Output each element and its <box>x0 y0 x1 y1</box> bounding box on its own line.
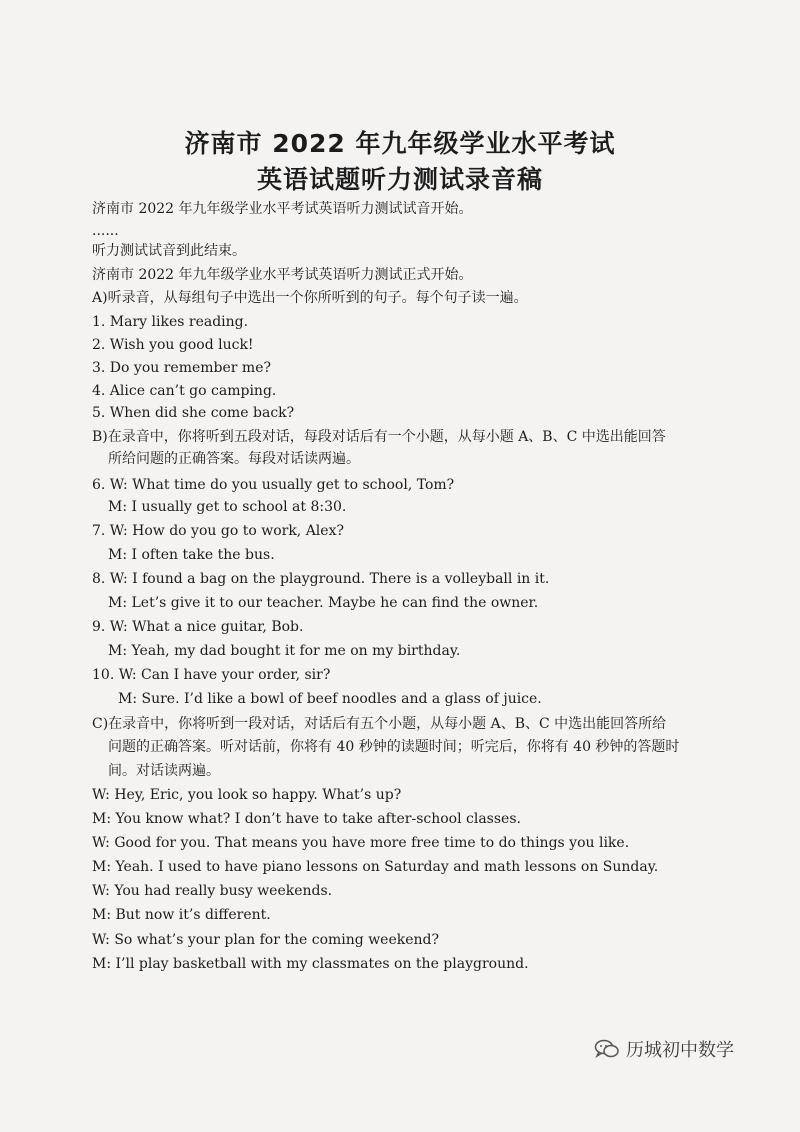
transcript-line: 4. Alice can’t go camping. <box>92 383 277 399</box>
section-c-heading-cont: 间。对话读两遍。 <box>108 763 220 779</box>
section-c-heading-cont: 问题的正确答案。听对话前，你将有 40 秒钟的读题时间；听完后，你将有 40 秒钟的答题时 <box>108 739 680 755</box>
transcript-line: 5. When did she come back? <box>92 405 295 421</box>
watermark-text: 历城初中数学 <box>626 1040 734 1061</box>
transcript-line: M: Yeah, my dad bought it for me on my birthday. <box>108 643 461 659</box>
transcript-line: 听力测试试音到此结束。 <box>92 243 246 259</box>
dialogue-line: M: Yeah. I used to have piano lessons on Saturday and math lessons on Sunday. <box>92 859 659 875</box>
section-a-heading: A)听录音，从每组句子中选出一个你所听到的句子。每个句子读一遍。 <box>92 290 528 306</box>
section-b-heading: B)在录音中，你将听到五段对话，每段对话后有一个小题，从每小题 A、B、C 中选出能回答 <box>92 429 666 445</box>
watermark <box>594 1036 734 1062</box>
transcript-line: 6. W: What time do you usually get to school, Tom? <box>92 477 455 493</box>
dialogue-line: M: I’ll play basketball with my classmates on the playground. <box>92 956 529 972</box>
transcript-line: 济南市 2022 年九年级学业水平考试英语听力测试试音开始。 <box>92 201 473 217</box>
transcript-line: 济南市 2022 年九年级学业水平考试英语听力测试正式开始。 <box>92 267 473 283</box>
dialogue-line: M: But now it’s different. <box>92 907 271 923</box>
page-subtitle: 英语试题听力测试录音稿 <box>256 165 543 194</box>
transcript-line: 2. Wish you good luck! <box>92 337 254 353</box>
transcript-line: M: Let’s give it to our teacher. Maybe he can find the owner. <box>108 595 539 611</box>
transcript-line: 7. W: How do you go to work, Alex? <box>92 523 344 539</box>
dialogue-line: W: You had really busy weekends. <box>92 883 333 899</box>
transcript-line: 1. Mary likes reading. <box>92 314 249 330</box>
wechat-icon <box>594 1039 620 1059</box>
section-b-heading-cont: 所给问题的正确答案。每段对话读两遍。 <box>108 451 360 467</box>
dialogue-line: M: You know what? I don’t have to take after-school classes. <box>92 811 521 827</box>
transcript-line: ...... <box>92 223 119 239</box>
dialogue-line: W: Good for you. That means you have more free time to do things you like. <box>92 835 630 851</box>
transcript-line: 10. W: Can I have your order, sir? <box>92 667 331 683</box>
page-title: 济南市 2022 年九年级学业水平考试 <box>184 129 616 158</box>
transcript-line: 3. Do you remember me? <box>92 360 271 376</box>
transcript-line: M: I often take the bus. <box>108 547 275 563</box>
section-c-heading: C)在录音中，你将听到一段对话，对话后有五个小题，从每小题 A、B、C 中选出能回答所给 <box>92 716 667 732</box>
dialogue-line: W: So what’s your plan for the coming weekend? <box>92 932 440 948</box>
transcript-line: 8. W: I found a bag on the playground. There is a volleyball in it. <box>92 571 550 587</box>
dialogue-line: W: Hey, Eric, you look so happy. What’s up? <box>92 787 402 803</box>
transcript-line: 9. W: What a nice guitar, Bob. <box>92 619 304 635</box>
transcript-line: M: I usually get to school at 8:30. <box>108 499 347 515</box>
transcript-line: M: Sure. I’d like a bowl of beef noodles and a glass of juice. <box>118 691 542 707</box>
